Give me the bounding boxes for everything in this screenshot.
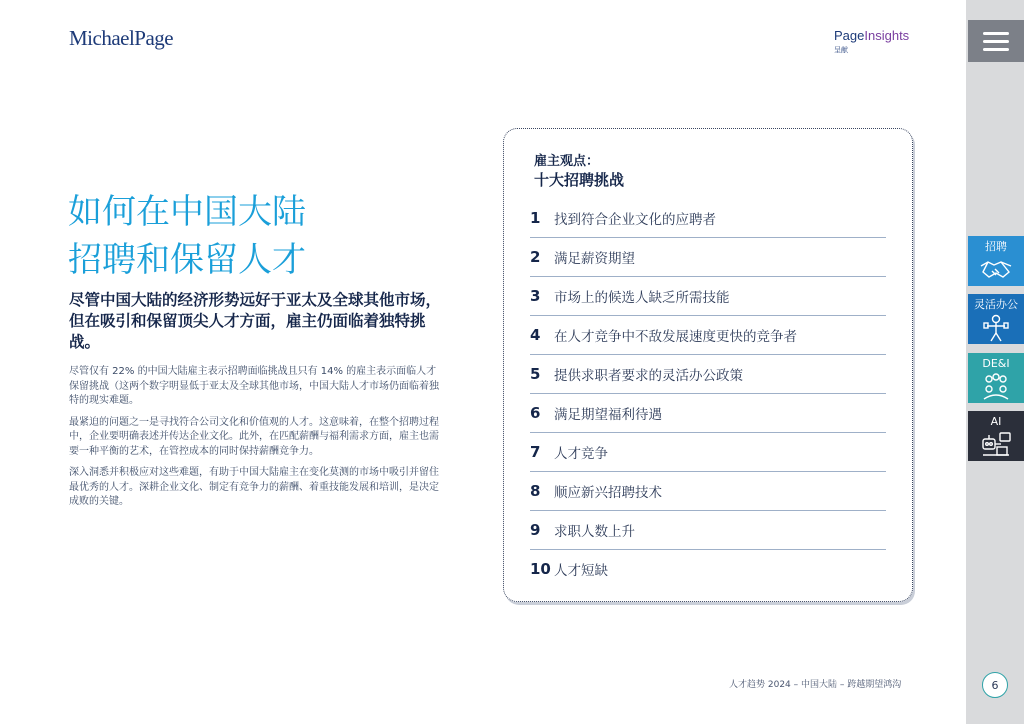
body-paragraph: 深入洞悉并积极应对这些难题，有助于中国大陆雇主在变化莫测的市场中吸引并留住最优秀的人才。深耕企业文化、制定有竞争力的薪酬、着重技能发展和培训，是决定成败的关键。 <box>69 467 439 507</box>
item-text: 满足薪资期望 <box>554 251 635 267</box>
item-number: 3 <box>530 287 541 305</box>
body-paragraph: 尽管仅有 22% 的中国大陆雇主表示招聘面临挑战且只有 14% 的雇主表示面临人才保留挑战（这两个数字明显低于亚太及全球其他市场，中国大陆人才市场仍面临着独特的现实难题。 <box>69 366 439 406</box>
tab-recruitment[interactable] <box>968 236 1024 286</box>
list-item <box>530 394 886 433</box>
robot-icon <box>979 431 1013 459</box>
hamburger-icon <box>983 40 1009 43</box>
item-number: 1 <box>530 209 541 227</box>
item-number: 7 <box>530 443 541 461</box>
item-number: 6 <box>530 404 541 422</box>
insights-logo-insights: Insights <box>864 28 910 43</box>
group-icon <box>979 373 1013 401</box>
person-icon <box>981 314 1011 342</box>
list-item <box>530 199 886 238</box>
list-item <box>530 550 886 588</box>
page-insights-logo <box>834 27 909 55</box>
item-number: 5 <box>530 365 541 383</box>
challenges-list <box>530 199 886 588</box>
item-text: 顺应新兴招聘技术 <box>554 485 662 501</box>
item-number: 2 <box>530 248 541 266</box>
tab-label: 灵活办公 <box>974 298 1018 311</box>
item-text: 提供求职者要求的灵活办公政策 <box>554 368 743 384</box>
item-text: 市场上的候选人缺乏所需技能 <box>554 290 730 306</box>
card-heading <box>534 152 624 190</box>
item-text: 在人才竞争中不敌发展速度更快的竞争者 <box>554 329 797 345</box>
item-text: 人才竞争 <box>554 446 608 462</box>
list-item <box>530 433 886 472</box>
tab-label: 招聘 <box>985 240 1007 253</box>
hamburger-icon <box>983 32 1009 35</box>
page-title <box>68 188 306 284</box>
item-number: 4 <box>530 326 541 344</box>
insights-logo-page: Page <box>834 28 865 43</box>
item-number: 9 <box>530 521 541 539</box>
item-text: 找到符合企业文化的应聘者 <box>554 212 716 228</box>
insights-logo-sub: 呈献 <box>834 47 848 54</box>
item-number: 10 <box>530 560 551 578</box>
item-text: 满足期望福利待遇 <box>554 407 662 423</box>
title-line-2: 招聘和保留人才 <box>68 240 306 280</box>
list-item <box>530 355 886 394</box>
menu-button[interactable] <box>968 20 1024 62</box>
body-text <box>69 365 444 517</box>
title-line-1: 如何在中国大陆 <box>68 192 306 232</box>
list-item <box>530 472 886 511</box>
list-item <box>530 238 886 277</box>
tab-flexible-work[interactable] <box>968 294 1024 344</box>
card-heading-big: 十大招聘挑战 <box>534 171 625 189</box>
tab-label: AI <box>990 415 1002 428</box>
item-text: 求职人数上升 <box>554 524 635 540</box>
footer-text: 人才趋势 2024 – 中国大陆 – 跨越期望鸿沟 <box>729 680 902 690</box>
list-item <box>530 277 886 316</box>
tab-dei[interactable] <box>968 353 1024 403</box>
tab-label: DE&I <box>982 357 1010 370</box>
tab-ai[interactable] <box>968 411 1024 461</box>
page-number: 6 <box>982 672 1008 698</box>
list-item <box>530 316 886 355</box>
lead-paragraph: 尽管中国大陆的经济形势远好于亚太及全球其他市场，但在吸引和保留顶尖人才方面，雇主仍面临着独特挑战。 <box>69 291 442 351</box>
item-text: 人才短缺 <box>554 563 608 579</box>
card-heading-small: 雇主观点： <box>534 154 600 169</box>
michael-page-logo: MichaelPage <box>69 26 174 50</box>
item-number: 8 <box>530 482 541 500</box>
list-item <box>530 511 886 550</box>
handshake-icon <box>979 256 1013 282</box>
hamburger-icon <box>983 48 1009 51</box>
body-paragraph: 最紧迫的问题之一是寻找符合公司文化和价值观的人才。这意味着，在整个招聘过程中，企业要明确表述并传达企业文化。此外，在匹配薪酬与福利需求方面，雇主也需要一种平衡的艺术，在管控成本的同时保持薪酬竞争力。 <box>69 416 439 457</box>
